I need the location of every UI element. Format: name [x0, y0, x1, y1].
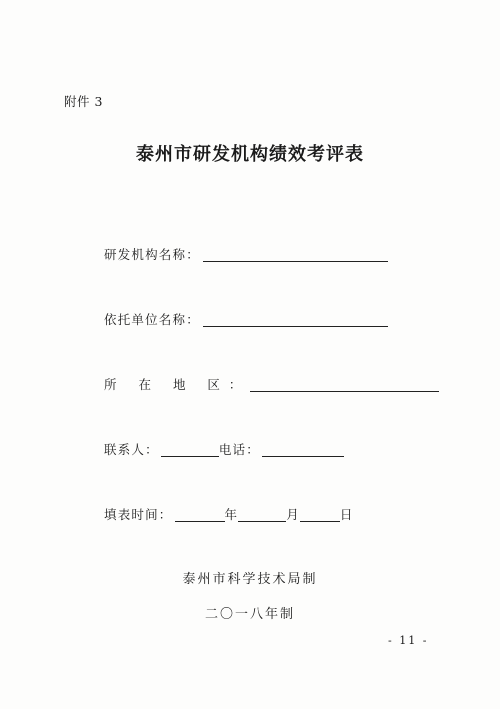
org-name-field	[104, 245, 388, 263]
year-label: 年	[224, 507, 239, 522]
contact-input-line[interactable]	[161, 443, 219, 457]
page-title: 泰州市研发机构绩效考评表	[136, 144, 364, 165]
fill-time-field	[104, 505, 354, 523]
month-label: 月	[286, 507, 300, 522]
org-name-input-line[interactable]	[203, 248, 388, 262]
region-input-line[interactable]	[250, 378, 439, 392]
issuer-text: 泰州市科学技术局制	[182, 572, 318, 587]
host-unit-label: 依托单位名称：	[104, 312, 200, 327]
year-made-text: 二〇一八年制	[204, 607, 295, 622]
phone-label: 电话：	[218, 442, 260, 457]
month-input-line[interactable]	[238, 508, 286, 522]
phone-input-line[interactable]	[262, 443, 344, 457]
org-name-label: 研发机构名称：	[104, 247, 200, 262]
day-label: 日	[339, 507, 354, 522]
region-field	[104, 375, 439, 393]
fill-time-label: 填表时间：	[104, 507, 173, 522]
host-unit-input-line[interactable]	[203, 313, 388, 327]
contact-field	[104, 440, 344, 458]
page-number: - 11 -	[388, 634, 429, 647]
day-input-line[interactable]	[300, 508, 340, 522]
region-label: 所 在 地 区：	[104, 377, 251, 392]
host-unit-field	[104, 310, 388, 328]
year-input-line[interactable]	[175, 508, 225, 522]
contact-label: 联系人：	[104, 442, 159, 457]
annex-label: 附件 3	[64, 94, 103, 109]
